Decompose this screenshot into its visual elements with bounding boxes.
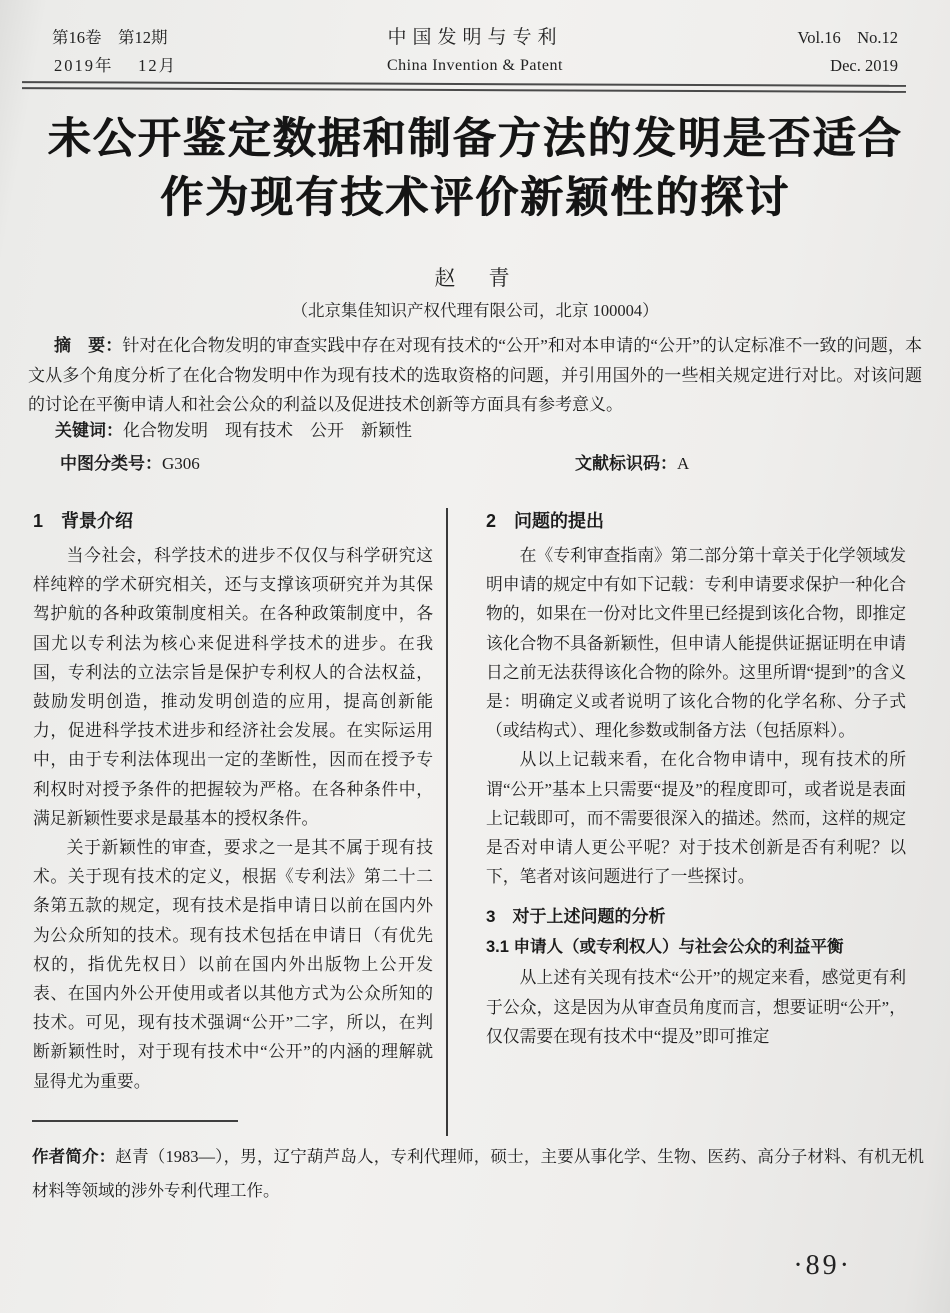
doc-code-value: A [677,454,690,473]
header-date-en: Dec. 2019 [830,56,898,75]
header-date-cn: 2019年 12月 [54,56,178,75]
section1-paragraph-2: 关于新颖性的审查，要求之一是其不属于现有技术。关于现有技术的定义，根据《专利法》第二十二条第五款的规定，现有技术是指申请日以前在国内外为公众所知的技术。现有技术包括在申请日（有优先权的，指优先权日）以前在国内外出版物上公开发表、在国内外公开使用或者以其他方式为公众所知的技术。可见，现有技术强调“公开”二字，所以，在判断新颖性时，对于现有技术中“公开”的内涵的理解就显得尤为重要。 [33,838,433,1091]
abstract-label: 摘 要： [54,336,123,355]
author-bio-text: 赵青（1983—），男，辽宁葫芦岛人，专利代理师，硕士，主要从事化学、生物、医药、高分子材料、有机无机材料等领域的涉外专利代理工作。 [32,1147,925,1200]
journal-title-en: China Invention & Patent [387,57,563,74]
right-column [486,506,906,1051]
clc-value: G306 [162,454,200,473]
section2-paragraph-2: 从以上记载来看，在化合物申请中，现有技术的所谓“公开”基本上只需要“提及”的程度即可，或者说是表面上记载即可，而不需要很深入的描述。然而，这样的规定是否对申请人更公平呢？对于技术创新是否有利呢？以下，笔者对该问题进行了一些探讨。 [486,750,906,887]
author-bio [32,1140,924,1207]
journal-title-cn: 中国发明与专利 [387,27,563,48]
header-volume-en: Vol.16 No.12 [797,28,898,47]
article-title [0,110,950,228]
header-volume-cn: 第16卷 第12期 [52,28,168,47]
doc-code [575,449,689,474]
section31-heading: 3.1 申请人（或专利权人）与社会公众的利益平衡 [486,938,844,957]
clc-label: 中图分类号： [60,454,162,473]
keywords-label: 关键词： [55,421,123,440]
author-bio-label: 作者简介： [32,1148,116,1166]
section31-paragraph-1: 从上述有关现有技术“公开”的规定来看，感觉更有利于公众，这是因为从审查员角度而言，想要证明“公开”，仅仅需要在现有技术中“提及”即可推定 [486,968,906,1046]
author-affiliation: （北京集佳知识产权代理有限公司，北京 100004） [291,301,659,320]
author-name: 赵 青 [434,266,516,290]
abstract-text: 针对在化合物发明的审查实践中存在对现有技术的“公开”和对本申请的“公开”的认定标准不一致的问题，本文从多个角度分析了在化合物发明中作为现有技术的选取资格的问题，并引用国外的一些相关规定进行对比。对该问题的讨论在平衡申请人和社会公众的利益以及促进技术创新等方面具有参考意义。 [28,336,922,414]
keywords-text: 化合物发明 现有技术 公开 新颖性 [123,421,412,440]
article-title-line2: 作为现有技术评价新颖性的探讨 [160,175,790,222]
header-volume-issue-en [797,24,898,80]
article-title-line1: 未公开鉴定数据和制备方法的发明是否适合 [47,116,903,163]
page-number: ·89· [793,1250,852,1281]
keywords [55,416,915,441]
section2-paragraph-1: 在《专利审查指南》第二部分第十章关于化学领域发明申请的规定中有如下记载：专利申请要求保护一种化合物的，如果在一份对比文件里已经提到该化合物，即推定该化合物不具备新颖性，但申请人能提供证据证明在申请日之前无法获得该化合物的除外。这里所谓“提到”的含义是：明确定义或者说明了该化合物的化学名称、分子式（或结构式）、理化参数或制备方法（包括原料）。 [486,546,906,741]
classification-row [60,449,920,474]
section2-heading: 2 问题的提出 [486,511,605,531]
footnote-separator [32,1120,238,1122]
section1-paragraph-1: 当今社会，科学技术的进步不仅仅与科学研究这样纯粹的学术研究相关，还与支撑该项研究并为其保驾护航的各种政策制度相关。在各种政策制度中，各国尤以专利法为核心来促进科学技术的进步。在我国，专利法的立法宗旨是保护专利权人的合法权益，鼓励发明创造，推动发明创造的应用，提高创新能力，促进科学技术进步和经济社会发展。在实际运用中，由于专利法体现出一定的垄断性，因而在授予专利权时对授予条件的把握较为严格。在各种条件中，满足新颖性要求是最基本的授权条件。 [33,546,433,828]
column-divider [446,508,448,1136]
section1-heading: 1 背景介绍 [33,511,134,531]
left-column [33,506,433,1096]
doc-code-label: 文献标识码： [575,454,677,473]
abstract [28,331,922,420]
clc [60,454,200,473]
header-double-rule [22,81,906,93]
section3-heading: 3 对于上述问题的分析 [486,907,666,927]
